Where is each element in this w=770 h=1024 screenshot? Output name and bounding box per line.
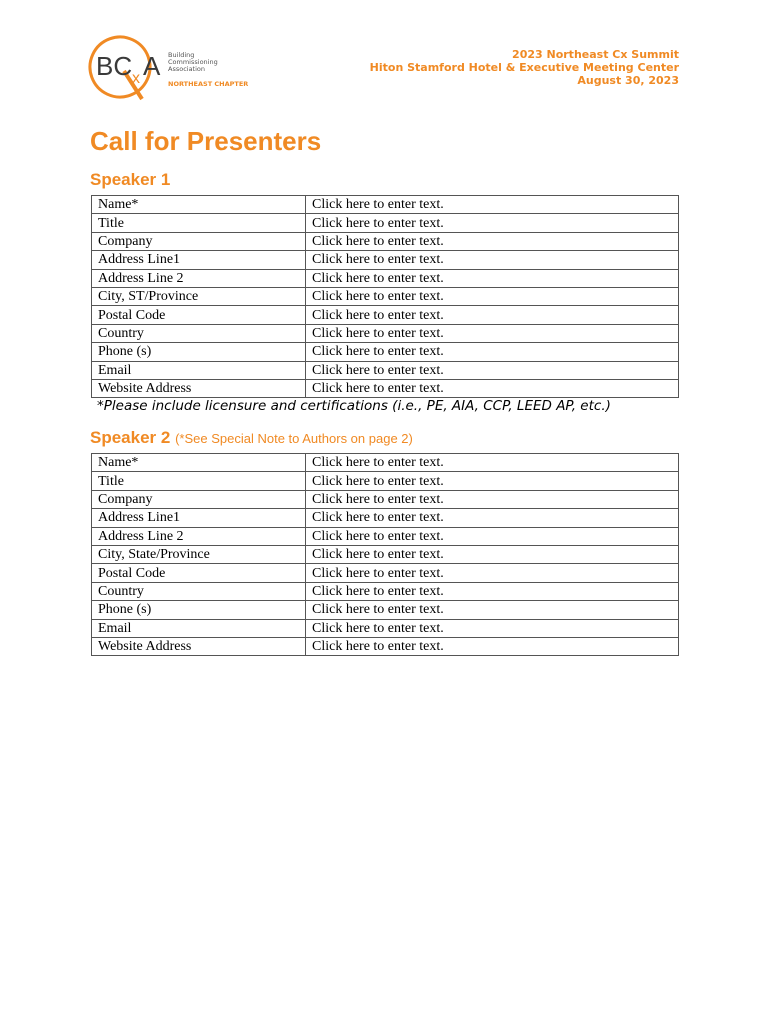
logo-letter-x: x — [132, 70, 140, 87]
field-input[interactable]: Click here to enter text. — [306, 545, 679, 563]
logo-tagline-2: Commissioning — [168, 58, 218, 66]
bcxa-logo — [84, 33, 254, 101]
field-label: Postal Code — [92, 306, 306, 324]
field-input[interactable]: Click here to enter text. — [306, 379, 679, 397]
form-row — [92, 637, 679, 655]
field-label: Name* — [92, 196, 306, 214]
field-input[interactable]: Click here to enter text. — [306, 527, 679, 545]
licensure-footnote: *Please include licensure and certifications (i.e., PE, AIA, CCP, LEED AP, etc.) — [97, 398, 611, 414]
field-label: City, State/Province — [92, 545, 306, 563]
form-row — [92, 196, 679, 214]
field-input[interactable]: Click here to enter text. — [306, 214, 679, 232]
field-input[interactable]: Click here to enter text. — [306, 582, 679, 600]
page-title: Call for Presenters — [90, 126, 322, 156]
field-input[interactable]: Click here to enter text. — [306, 269, 679, 287]
form-row — [92, 324, 679, 342]
field-input[interactable]: Click here to enter text. — [306, 306, 679, 324]
field-label: Company — [92, 232, 306, 250]
field-label: Phone (s) — [92, 601, 306, 619]
field-input[interactable]: Click here to enter text. — [306, 509, 679, 527]
speaker-2-heading-text: Speaker 2 — [90, 428, 171, 447]
form-row — [92, 269, 679, 287]
field-input[interactable]: Click here to enter text. — [306, 324, 679, 342]
form-row — [92, 343, 679, 361]
event-date: August 30, 2023 — [577, 74, 679, 87]
logo-tagline-3: Association — [168, 65, 206, 73]
field-label: Name* — [92, 454, 306, 472]
field-label: Address Line1 — [92, 251, 306, 269]
speaker-1-form — [91, 195, 679, 398]
event-name: 2023 Northeast Cx Summit — [512, 48, 679, 61]
field-label: Title — [92, 214, 306, 232]
field-input[interactable]: Click here to enter text. — [306, 343, 679, 361]
form-row — [92, 601, 679, 619]
field-input[interactable]: Click here to enter text. — [306, 490, 679, 508]
field-label: Website Address — [92, 379, 306, 397]
form-row — [92, 472, 679, 490]
form-row — [92, 619, 679, 637]
form-row — [92, 509, 679, 527]
field-label: Address Line1 — [92, 509, 306, 527]
field-input[interactable]: Click here to enter text. — [306, 232, 679, 250]
speaker-2-form — [91, 453, 679, 656]
field-input[interactable]: Click here to enter text. — [306, 196, 679, 214]
field-input[interactable]: Click here to enter text. — [306, 287, 679, 305]
form-row — [92, 454, 679, 472]
form-row — [92, 306, 679, 324]
field-label: Address Line 2 — [92, 269, 306, 287]
form-row — [92, 361, 679, 379]
field-input[interactable]: Click here to enter text. — [306, 472, 679, 490]
speaker-1-heading: Speaker 1 — [90, 170, 171, 189]
field-label: Website Address — [92, 637, 306, 655]
field-input[interactable]: Click here to enter text. — [306, 601, 679, 619]
bcxa-logo-graphic — [84, 33, 254, 101]
field-label: Postal Code — [92, 564, 306, 582]
field-input[interactable]: Click here to enter text. — [306, 564, 679, 582]
field-input[interactable]: Click here to enter text. — [306, 251, 679, 269]
form-row — [92, 527, 679, 545]
field-input[interactable]: Click here to enter text. — [306, 619, 679, 637]
field-label: Title — [92, 472, 306, 490]
speaker-2-heading — [90, 428, 413, 448]
form-row — [92, 214, 679, 232]
logo-tagline-1: Building — [168, 51, 195, 59]
field-label: Phone (s) — [92, 343, 306, 361]
event-venue: Hiton Stamford Hotel & Executive Meeting Center — [369, 61, 679, 74]
logo-chapter: NORTHEAST CHAPTER — [168, 80, 249, 88]
logo-letters-bc: BC — [96, 51, 133, 81]
field-label: Country — [92, 324, 306, 342]
form-row — [92, 251, 679, 269]
logo-letter-a: A — [143, 51, 161, 81]
field-input[interactable]: Click here to enter text. — [306, 637, 679, 655]
form-row — [92, 582, 679, 600]
form-row — [92, 545, 679, 563]
form-row — [92, 490, 679, 508]
form-row — [92, 564, 679, 582]
event-header — [370, 48, 679, 87]
field-input[interactable]: Click here to enter text. — [306, 454, 679, 472]
form-row — [92, 232, 679, 250]
field-label: Address Line 2 — [92, 527, 306, 545]
field-label: Country — [92, 582, 306, 600]
form-row — [92, 379, 679, 397]
field-label: Company — [92, 490, 306, 508]
field-label: Email — [92, 619, 306, 637]
field-label: Email — [92, 361, 306, 379]
field-label: City, ST/Province — [92, 287, 306, 305]
speaker-2-note: (*See Special Note to Authors on page 2) — [175, 431, 413, 446]
form-row — [92, 287, 679, 305]
field-input[interactable]: Click here to enter text. — [306, 361, 679, 379]
